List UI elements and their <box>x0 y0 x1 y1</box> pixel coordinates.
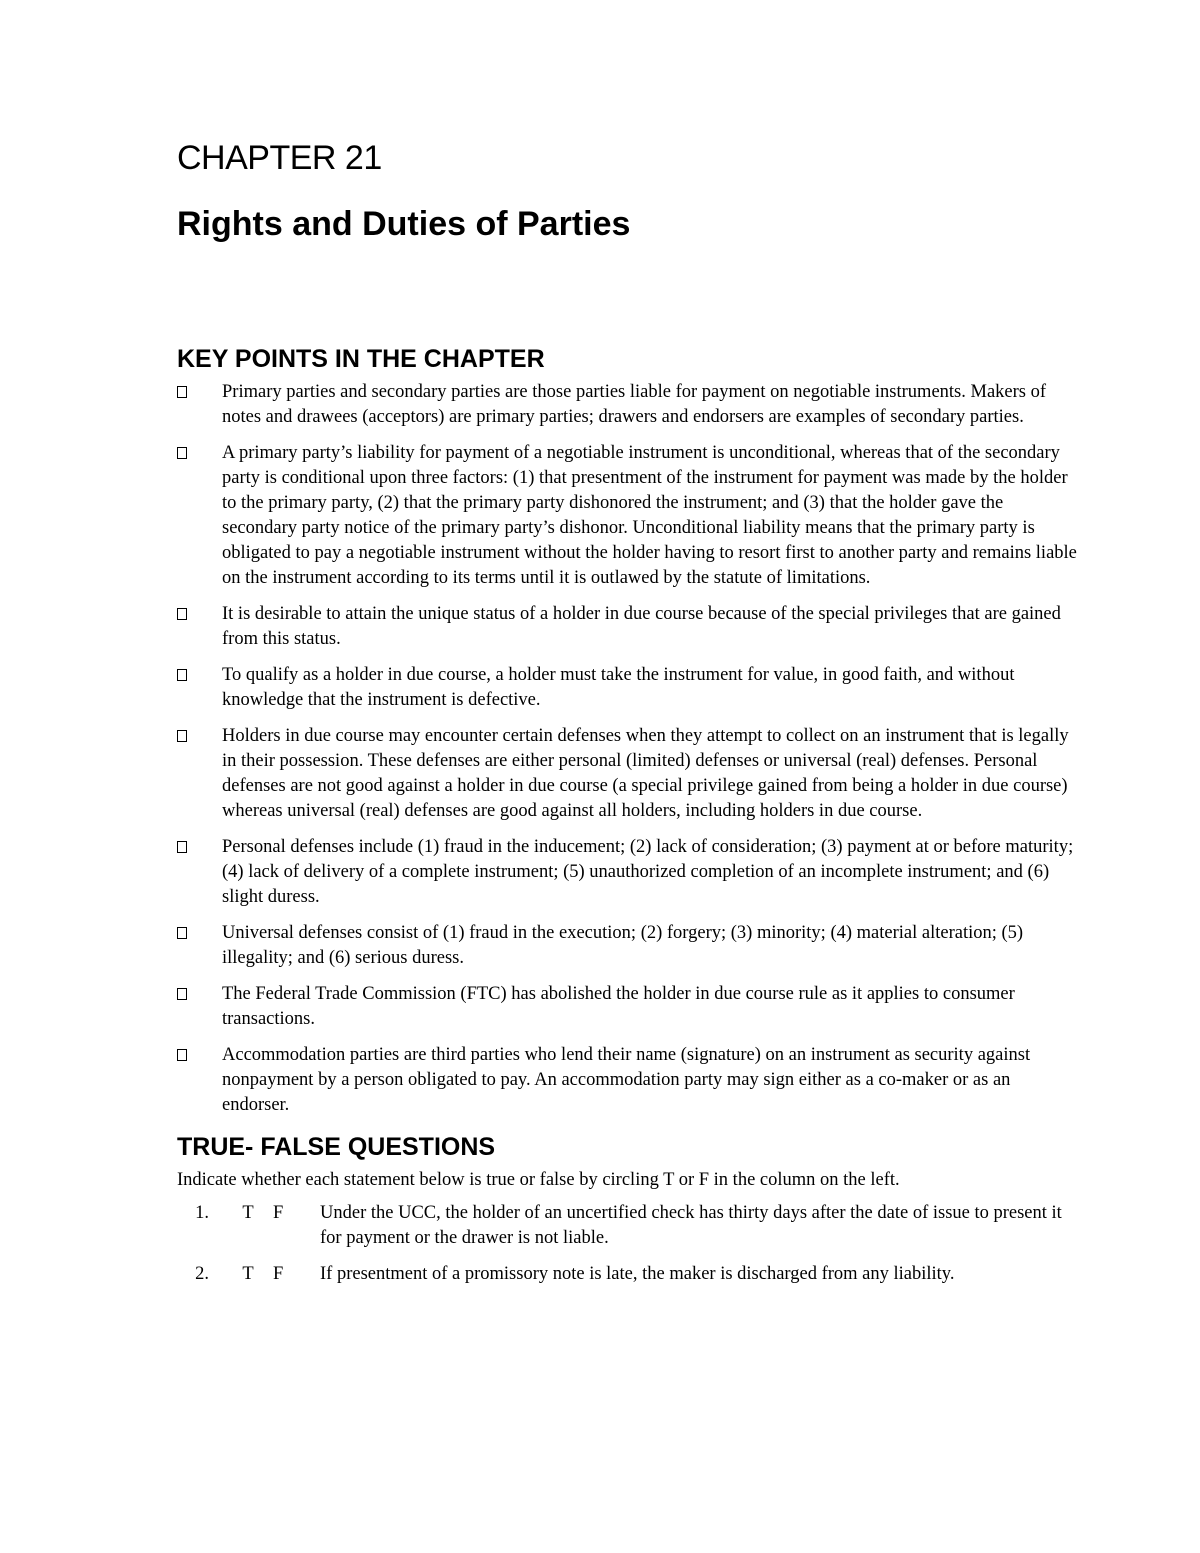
key-point-text: Universal defenses consist of (1) fraud in the execution; (2) forgery; (3) minority; (4) material alteration; (5) illegality; and (6) serious duress. <box>222 923 1024 968</box>
question-number: 1. <box>195 1203 209 1223</box>
false-option[interactable]: F <box>273 1264 284 1284</box>
key-point-text: Personal defenses include (1) fraud in the inducement; (2) lack of consideration; (3) payment at or before maturity; (4) lack of delivery of a complete instrument; (5) unauthorized completion of an incomplete instrument; and (6) slight duress. <box>222 837 1074 907</box>
square-bullet-icon <box>177 608 187 620</box>
key-points-heading: KEY POINTS IN THE CHAPTER <box>177 345 545 373</box>
square-bullet-icon <box>177 669 187 681</box>
true-false-instructions: Indicate whether each statement below is true or false by circling T or F in the column on the left. <box>177 1170 900 1190</box>
key-point-item <box>177 441 1077 591</box>
question-statement: Under the UCC, the holder of an uncertified check has thirty days after the date of issue to present it for payment or the drawer is not liable. <box>320 1203 1062 1248</box>
key-point-text: It is desirable to attain the unique status of a holder in due course because of the special privileges that are gained from this status. <box>222 604 1061 649</box>
false-option[interactable]: F <box>273 1203 284 1223</box>
chapter-label: CHAPTER 21 <box>177 139 382 177</box>
question-number: 2. <box>195 1264 209 1284</box>
square-bullet-icon <box>177 386 187 398</box>
true-option[interactable]: T <box>242 1264 254 1284</box>
square-bullet-icon <box>177 447 187 459</box>
key-point-item <box>177 380 1077 430</box>
true-false-heading: TRUE- FALSE QUESTIONS <box>177 1133 496 1161</box>
chapter-title: Rights and Duties of Parties <box>177 205 631 243</box>
key-point-item <box>177 982 1077 1032</box>
true-false-question <box>177 1262 1077 1287</box>
square-bullet-icon <box>177 841 187 853</box>
square-bullet-icon <box>177 988 187 1000</box>
key-point-text: Accommodation parties are third parties who lend their name (signature) on an instrument as security against nonpayment by a person obligated to pay. An accommodation party may sign either as a co-maker or as an endorser. <box>222 1045 1031 1115</box>
key-point-text: Holders in due course may encounter certain defenses when they attempt to collect on an instrument that is legally in their possession. These defenses are either personal (limited) defenses or universal (real) defenses. Personal defenses are not good against a holder in due course (a special privilege gained from being a holder in due course) whereas universal (real) defenses are good against all holders, including holders in due course. <box>222 726 1069 821</box>
true-false-question <box>177 1201 1077 1251</box>
key-point-text: The Federal Trade Commission (FTC) has abolished the holder in due course rule as it applies to consumer transactions. <box>222 984 1015 1029</box>
key-point-text: To qualify as a holder in due course, a holder must take the instrument for value, in good faith, and without knowledge that the instrument is defective. <box>222 665 1015 710</box>
document-page <box>177 138 1077 1298</box>
square-bullet-icon <box>177 927 187 939</box>
key-point-item <box>177 921 1077 971</box>
key-points-list <box>177 380 1077 1118</box>
key-point-item <box>177 835 1077 910</box>
square-bullet-icon <box>177 1049 187 1061</box>
key-point-text: Primary parties and secondary parties are those parties liable for payment on negotiable instruments. Makers of notes and drawees (acceptors) are primary parties; drawers and endorsers are examples of secondary parties. <box>222 382 1047 427</box>
true-false-list <box>177 1201 1077 1287</box>
question-statement: If presentment of a promissory note is late, the maker is discharged from any liability. <box>320 1264 955 1284</box>
key-point-item <box>177 602 1077 652</box>
key-point-item <box>177 663 1077 713</box>
key-point-item <box>177 724 1077 824</box>
key-point-text: A primary party’s liability for payment of a negotiable instrument is unconditional, whereas that of the secondary party is conditional upon three factors: (1) that presentment of the instrument for payment was made by the holder to the primary party, (2) that the primary party dishonored the instrument; and (3) that the holder gave the secondary party notice of the primary party’s dishonor. Unconditional liability means that the primary party is obligated to pay a negotiable instrument without the holder having to resort first to another party and remains liable on the instrument according to its terms until it is outlawed by the statute of limitations. <box>222 443 1077 588</box>
key-point-item <box>177 1043 1077 1118</box>
square-bullet-icon <box>177 730 187 742</box>
true-option[interactable]: T <box>242 1203 254 1223</box>
